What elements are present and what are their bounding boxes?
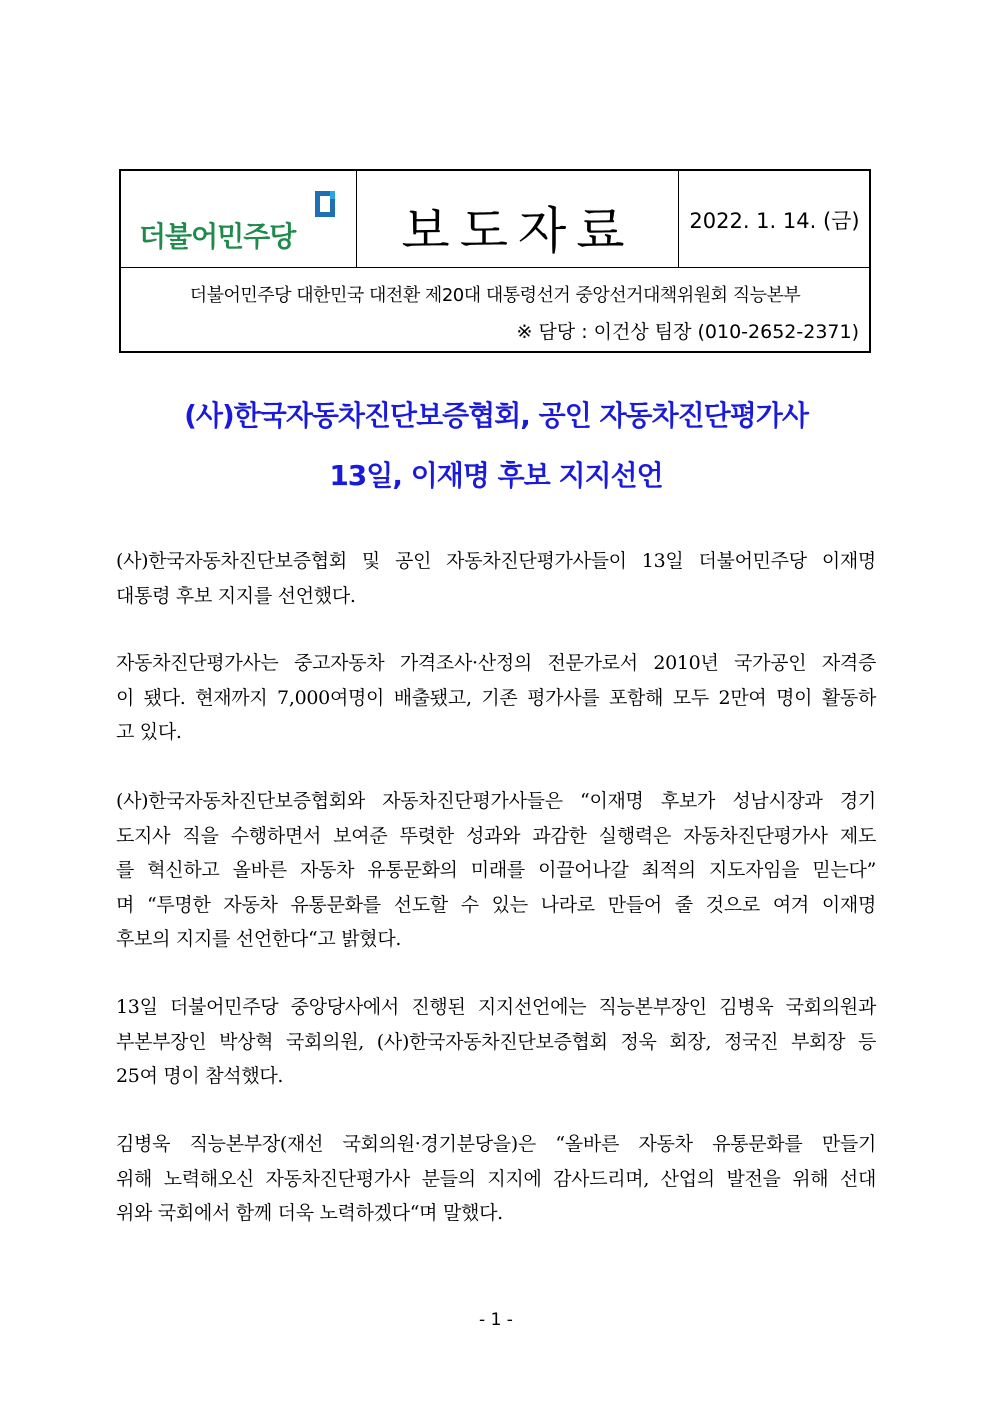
page-number: - 1 - <box>479 1310 513 1330</box>
paragraph-line: 위와 국회에서 함께 더욱 노력하겠다“며 말했다. <box>116 1202 503 1224</box>
press-release-title: 보도자료 <box>401 202 635 260</box>
paragraph-line: (사)한국자동차진단보증협회와 자동차진단평가사들은 “이재명 후보가 성남시장과 경기 <box>116 790 876 812</box>
paragraph-line: 대통령 후보 지지를 선언했다. <box>116 584 356 607</box>
contact-info: ※ 담당 : 이건상 팀장 (010-2652-2371) <box>516 321 859 343</box>
paragraph-line: 후보의 지지를 선언한다“고 밝혔다. <box>116 928 402 950</box>
party-logo-icon <box>313 189 339 221</box>
paragraph-3 <box>116 784 876 957</box>
paragraph-4 <box>116 990 876 1094</box>
paragraph-line: (사)한국자동차진단보증협회 및 공인 자동차진단평가사들이 13일 더불어민주당 이재명 <box>116 550 876 572</box>
paragraph-line: 를 혁신하고 올바른 자동차 유통문화의 미래를 이끌어나갈 최적의 지도자임을 믿는다” <box>116 859 876 881</box>
paragraph-line: 부본부장인 박상혁 국회의원, (사)한국자동차진단보증협회 정욱 회장, 정국진 부회장 등 <box>116 1030 876 1053</box>
headline-line-1: (사)한국자동차진단보증협회, 공인 자동차진단평가사 <box>184 399 808 432</box>
paragraph-line: 김병욱 직능본부장(재선 국회의원·경기분당을)은 “올바른 자동차 유통문화를 만들기 <box>116 1133 876 1155</box>
release-date: 2022. 1. 14. (금) <box>689 209 860 233</box>
paragraph-line: 25여 명이 참석했다. <box>116 1065 284 1087</box>
headline-line-2: 13일, 이재명 후보 지지선언 <box>329 459 663 492</box>
date-cell <box>680 171 869 267</box>
press-release-header <box>119 169 871 353</box>
logo-cell <box>121 171 357 267</box>
paragraph-1 <box>116 544 876 613</box>
paragraph-line: 자동차진단평가사는 중고자동차 가격조사·산정의 전문가로서 2010년 국가공인 자격증 <box>116 652 876 674</box>
paragraph-5 <box>116 1127 876 1231</box>
paragraph-line: 고 있다. <box>116 721 182 743</box>
paragraph-line: 도지사 직을 수행하면서 보여준 뚜렷한 성과와 과감한 실행력은 자동차진단평가사 제도 <box>116 824 876 847</box>
organization-name: 더불어민주당 대한민국 대전환 제20대 대통령선거 중앙선거대책위원회 직능본부 <box>189 285 801 306</box>
paragraph-2 <box>116 646 876 750</box>
paragraph-line: 위해 노력해오신 자동차진단평가사 분들의 지지에 감사드리며, 산업의 발전을 위해 선대 <box>116 1167 876 1190</box>
paragraph-line: 며 “투명한 자동차 유통문화를 선도할 수 있는 나라로 만들어 줄 것으로 여겨 이재명 <box>116 893 876 916</box>
header-top-row <box>121 171 869 268</box>
party-logo-text: 더불어민주당 <box>139 220 296 253</box>
paragraph-line: 13일 더불어민주당 중앙당사에서 진행된 지지선언에는 직능본부장인 김병욱 국회의원과 <box>116 996 876 1018</box>
title-cell <box>358 171 679 267</box>
paragraph-line: 이 됐다. 현재까지 7,000여명이 배출됐고, 기존 평가사를 포함해 모두 2만여 명이 활동하 <box>116 686 876 709</box>
